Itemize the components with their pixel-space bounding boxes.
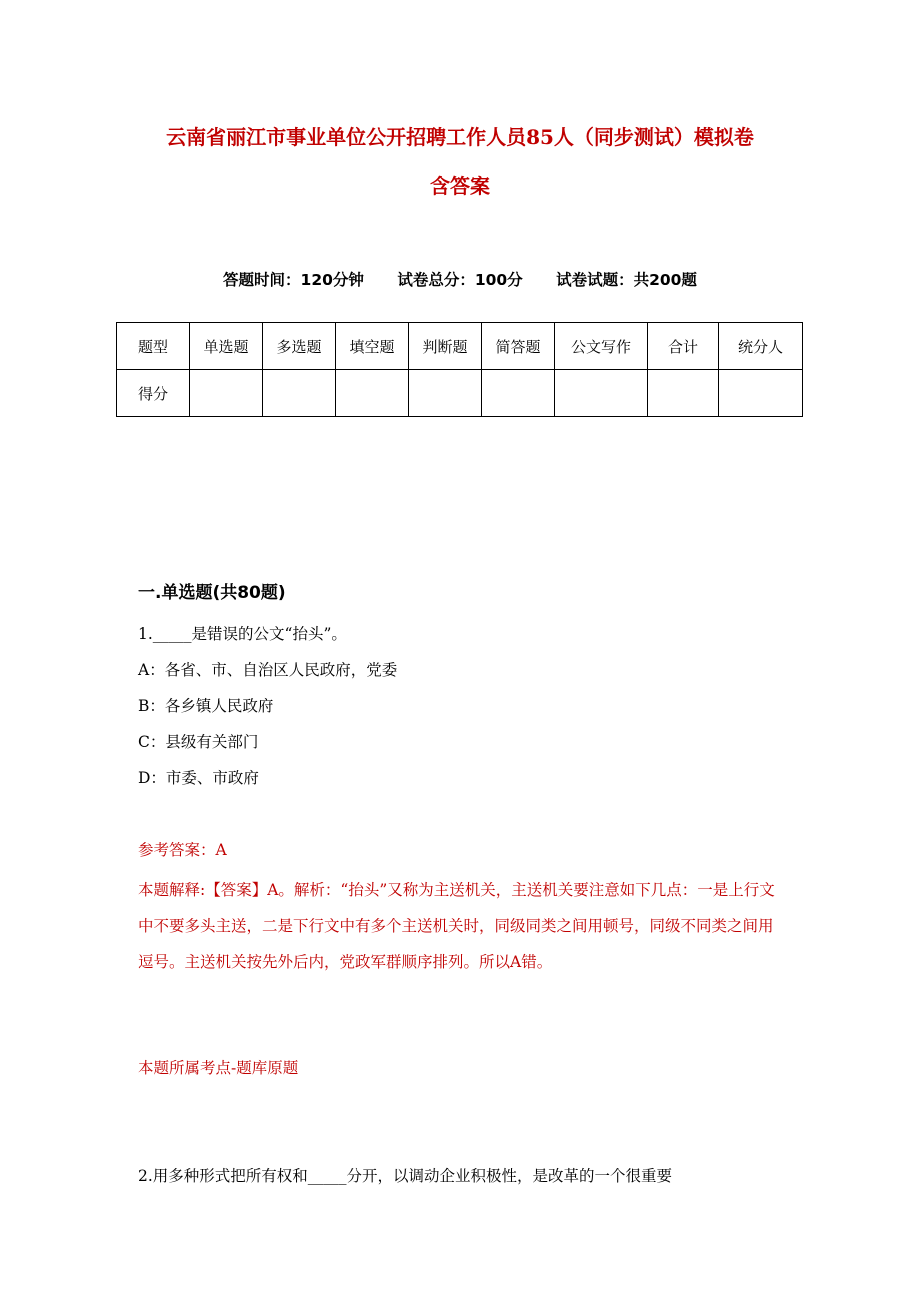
score-table-header: 判断题 [409,323,482,370]
question-1-explanation: 本题解释:【答案】A。解析：“抬头”又称为主送机关，主送机关要注意如下几点：一是上行文中不要多头主送，二是下行文中有多个主送机关时，同级同类之间用顿号，同级不同类之间用逗号。主送机关按先外后内，党政军群顺序排列。所以A错。 [138,881,775,971]
score-cell [336,370,409,417]
score-cell [409,370,482,417]
score-table-header: 统分人 [719,323,803,370]
score-cell [648,370,719,417]
score-table-header: 题型 [117,323,190,370]
question-1-option-b: B：各乡镇人民政府 [138,697,274,715]
score-cell [555,370,648,417]
score-table [116,322,803,417]
question-1-stem: 1._____是错误的公文“抬头”。 [138,625,347,643]
question-2-stem: 2.用多种形式把所有权和_____分开，以调动企业积极性，是改革的一个很重要 [138,1167,673,1185]
document-title-line-1: 云南省丽江市事业单位公开招聘工作人员85人（同步测试）模拟卷 [166,125,754,149]
score-table-header: 简答题 [482,323,555,370]
score-table-header: 填空题 [336,323,409,370]
exam-time: 答题时间：120分钟 [223,271,364,289]
score-table-header: 合计 [648,323,719,370]
score-table-header: 公文写作 [555,323,648,370]
score-row-label: 得分 [117,370,190,417]
question-1-source: 本题所属考点-题库原题 [138,1059,299,1077]
score-cell [719,370,803,417]
score-cell [263,370,336,417]
score-table-header-row [117,323,803,370]
question-1-option-c: C：县级有关部门 [138,733,259,751]
score-table-header: 单选题 [190,323,263,370]
question-1-option-d: D：市委、市政府 [138,769,259,787]
question-1-option-a: A：各省、市、自治区人民政府，党委 [138,661,398,679]
exam-total-questions: 试卷试题：共200题 [556,271,697,289]
score-cell [190,370,263,417]
score-cell [482,370,555,417]
exam-meta-info [60,268,860,290]
section-heading: 一.单选题(共80题) [138,583,286,603]
score-table-score-row [117,370,803,417]
question-1-answer: 参考答案：A [138,841,227,859]
score-table-header: 多选题 [263,323,336,370]
document-title-line-2: 含答案 [430,174,490,198]
exam-total-score: 试卷总分：100分 [397,271,523,289]
